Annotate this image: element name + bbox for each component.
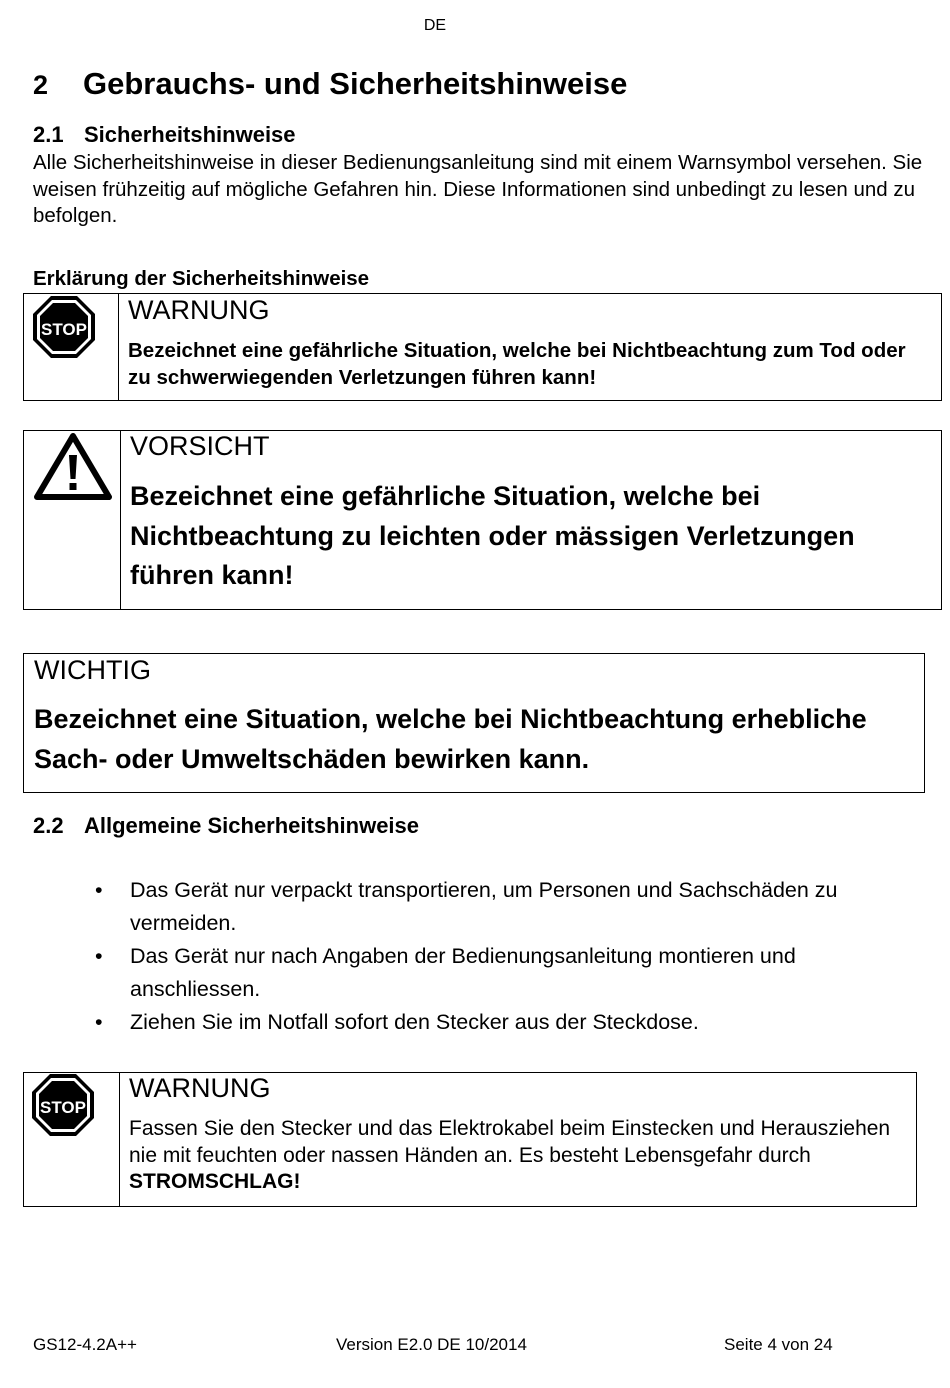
warning-title: WARNUNG xyxy=(129,1073,271,1103)
section-number: 2 xyxy=(33,70,49,100)
important-box xyxy=(23,653,925,793)
warning-icon-cell xyxy=(24,294,119,400)
warning-title: WARNUNG xyxy=(128,295,270,325)
warning-box xyxy=(23,293,942,401)
caution-box xyxy=(23,430,942,610)
subsection-number: 2.1 xyxy=(33,122,64,147)
list-item-text: Ziehen Sie im Notfall sofort den Stecker aus der Steckdose. xyxy=(130,1010,699,1034)
caution-text: Bezeichnet eine gefährliche Situation, welche bei Nichtbeachtung zu leichten oder mässigen Verletzungen führen kann! xyxy=(130,481,855,590)
stop-sign-label: STOP xyxy=(41,320,87,339)
footer-version: Version E2.0 DE 10/2014 xyxy=(336,1335,527,1354)
important-text: Bezeichnet eine Situation, welche bei Nichtbeachtung erhebliche Sach- oder Umweltschäden bewirken kann. xyxy=(34,704,867,774)
stop-sign-icon xyxy=(32,295,96,359)
subsection-number: 2.2 xyxy=(33,813,64,838)
language-code: DE xyxy=(423,17,447,34)
section-heading xyxy=(33,66,627,102)
list-item xyxy=(95,940,915,1005)
footer-model: GS12-4.2A++ xyxy=(33,1335,137,1354)
subsection-heading-2-1 xyxy=(33,122,296,148)
safety-list xyxy=(95,874,915,1040)
caution-icon-cell xyxy=(24,431,121,609)
explanation-heading: Erklärung der Sicherheitshinweise xyxy=(33,267,370,290)
warning-triangle-icon xyxy=(34,433,112,501)
list-item-text: Das Gerät nur verpackt transportieren, um Personen und Sachschäden zu vermeiden. xyxy=(130,878,838,935)
warning-icon-cell xyxy=(24,1073,120,1206)
bullet-icon: • xyxy=(95,944,103,968)
subsection-title: Sicherheitshinweise xyxy=(84,122,296,147)
warning-text-main: Fassen Sie den Stecker und das Elektrokabel beim Einstecken und Herausziehen nie mit feuchten oder nassen Händen an. Es besteht Lebensgefahr durch xyxy=(129,1117,891,1167)
warning-text-emphasis: STROMSCHLAG! xyxy=(129,1170,301,1193)
warning-text: Bezeichnet eine gefährliche Situation, welche bei Nichtbeachtung zum Tod oder zu schwerwiegenden Verletzungen führen kann! xyxy=(128,339,906,389)
warning-box-2 xyxy=(23,1072,917,1207)
caution-title: VORSICHT xyxy=(130,431,270,461)
bullet-icon: • xyxy=(95,878,103,902)
section-title: Gebrauchs- und Sicherheitshinweise xyxy=(83,66,628,101)
stop-sign-label: STOP xyxy=(40,1098,86,1117)
warning-text xyxy=(129,1116,899,1196)
intro-paragraph: Alle Sicherheitshinweise in dieser Bedienungsanleitung sind mit einem Warnsymbol versehen. Sie weisen frühzeitig auf mögliche Gefahren hin. Diese Informationen sind unbedingt zu lesen und zu befolgen. xyxy=(33,151,923,227)
important-title: WICHTIG xyxy=(34,655,151,685)
footer-page: Seite 4 von 24 xyxy=(724,1335,833,1354)
bullet-icon: • xyxy=(95,1010,103,1034)
list-item-text: Das Gerät nur nach Angaben der Bedienungsanleitung montieren und anschliessen. xyxy=(130,944,796,1001)
list-item xyxy=(95,1006,915,1039)
subsection-heading-2-2 xyxy=(33,813,419,839)
stop-sign-icon xyxy=(31,1073,95,1137)
list-item xyxy=(95,874,915,939)
subsection-title: Allgemeine Sicherheitshinweise xyxy=(84,813,420,838)
